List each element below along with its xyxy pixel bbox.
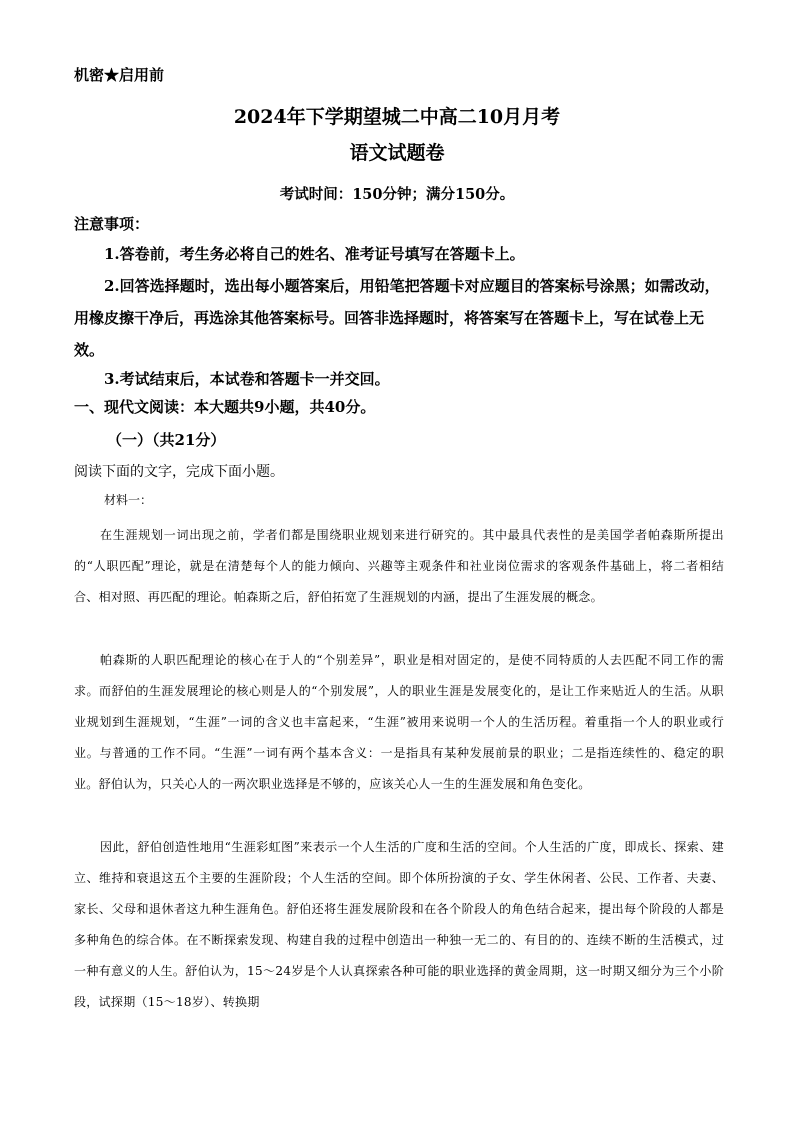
reading-instruction: 阅读下面的文字，完成下面小题。	[74, 464, 284, 480]
material-paragraph: 在生涯规划一词出现之前，学者们都是围绕职业规划来进行研究的。其中最具代表性的是美国学者帕森斯所提出的“人职匹配”理论，就是在清楚每个人的能力倾向、兴趣等主观条件和社业岗位需求的客观条件基础上，将二者相结合、相对照、再匹配的理论。帕森斯之后，舒伯拓宽了生涯规划的内涵，提出了生涯发展的概念。	[74, 528, 724, 604]
note-item: 2.回答选择题时，选出每小题答案后，用铅笔把答题卡对应题目的答案标号涂黑；如需改动，用橡皮擦干净后，再选涂其他答案标号。回答非选择题时，将答案写在答题卡上，写在试卷上无效。	[74, 277, 720, 359]
exam-title: 2024年下学期望城二中高二10月月考	[233, 106, 561, 128]
notes-heading: 注意事项：	[74, 215, 150, 233]
confidential-mark: 机密★启用前	[74, 66, 165, 84]
material-label: 材料一：	[104, 493, 153, 507]
section-heading: 一、现代文阅读：本大题共9小题，共40分。	[74, 398, 376, 416]
note-item: 3.考试结束后，本试卷和答题卡一并交回。	[104, 370, 390, 388]
exam-subtitle: 语文试题卷	[349, 142, 445, 164]
subsection-heading: （一）（共21分）	[107, 431, 226, 449]
material-paragraph: 帕森斯的人职匹配理论的核心在于人的“个别差异”，职业是相对固定的，是使不同特质的人去匹配不同工作的需求。而舒伯的生涯发展理论的核心则是人的“个别发展”，人的职业生涯是发展变化的，是让工作来贴近人的生活。从职业规划到生涯规划，“生涯”一词的含义也丰富起来，“生涯”被用来说明一个人的生活历程。着重指一个人的职业或行业。与普通的工作不同。“生涯”一词有两个基本含义：一是指具有某种发展前景的职业；二是指连续性的、稳定的职业。舒伯认为，只关心人的一两次职业选择是不够的，应该关心人一生的生涯发展和角色变化。	[74, 653, 724, 791]
exam-info: 考试时间：150分钟；满分150分。	[279, 186, 515, 203]
material-paragraph: 因此，舒伯创造性地用“生涯彩虹图”来表示一个人生活的广度和生活的空间。个人生活的广度，即成长、探索、建立、维持和衰退这五个主要的生涯阶段；个人生活的空间。即个体所扮演的子女、学生休闲者、公民、工作者、夫妻、家长、父母和退休者这九种生涯角色。舒伯还将生涯发展阶段和在各个阶段人的角色结合起来，提出每个阶段的人都是多种角色的综合体。在不断探索发现、构建自我的过程中创造出一种独一无二的、有目的的、连续不断的生活模式，过一种有意义的人生。舒伯认为，15～24岁是个人认真探索各种可能的职业选择的黄金周期，这一时期又细分为三个小阶段，试探期（15～18岁）、转换期	[74, 840, 724, 1009]
note-item: 1.答卷前，考生务必将自己的姓名、准考证号填写在答题卡上。	[104, 245, 525, 263]
